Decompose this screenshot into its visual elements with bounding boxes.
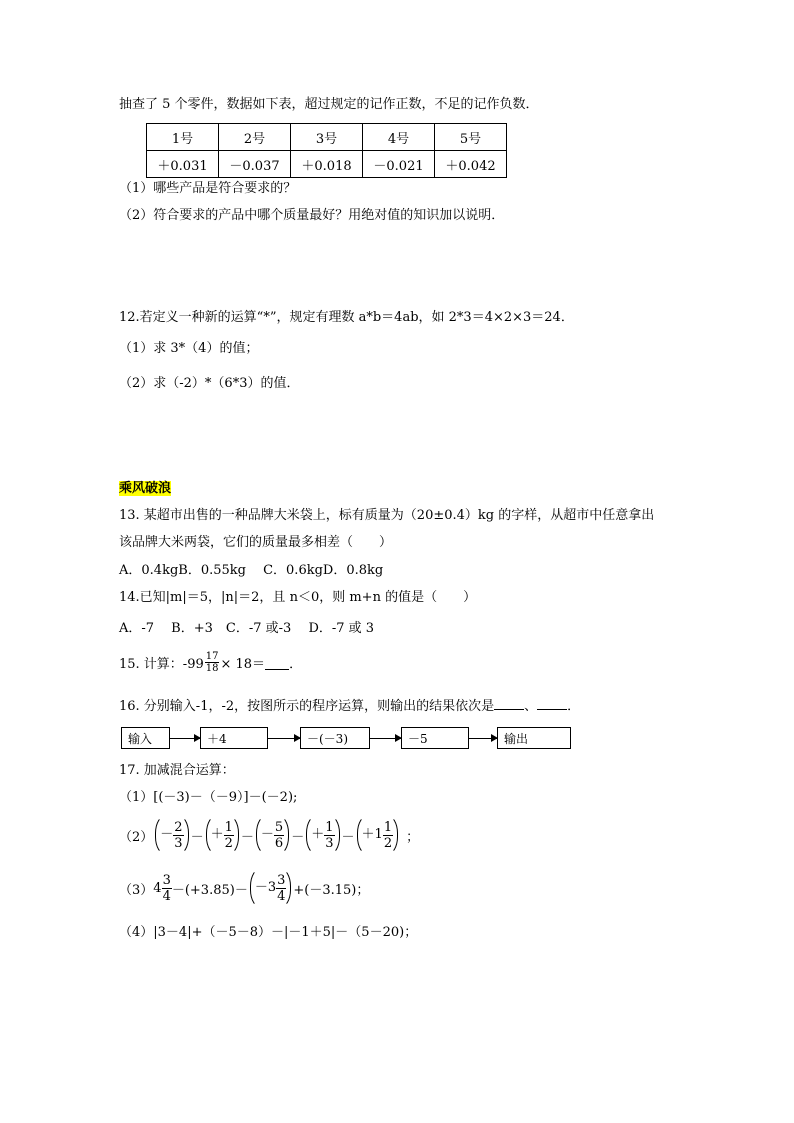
q13-stem-line2: 该品牌大米两袋，它们的质量最多相差（ ）	[119, 535, 393, 550]
q17-sub3-whole: 4	[153, 880, 162, 896]
table-header-cell: 1号	[147, 124, 219, 151]
q16-stem-text: 16. 分别输入-1，-2，按图所示的程序运算，则输出的结果依次是	[119, 699, 495, 714]
q15-line	[119, 651, 302, 674]
flow-box-sub-neg3: －(－3)	[300, 727, 370, 749]
term-num: 1	[383, 819, 393, 835]
table-cell: ＋0.018	[291, 151, 363, 178]
term-sign: －	[160, 827, 174, 842]
q17-sub2-label: （2）	[119, 829, 154, 845]
q16-end: ．	[567, 699, 581, 714]
table-header-cell: 3号	[291, 124, 363, 151]
table-cell: ＋0.042	[435, 151, 507, 178]
q17-sub2-op: －	[341, 829, 355, 845]
term-num: 2	[174, 819, 183, 835]
flow-box-output: 输出	[497, 727, 571, 749]
q17-sub4: （4）|3－4|+（－5－8）－|－1＋5|－（5－20)；	[119, 925, 418, 940]
table-cell: －0.037	[219, 151, 291, 178]
q17-sub1: （1）[(－3)－（－9）]－(－2);	[119, 790, 298, 805]
q13-stem-line1: 13. 某超市出售的一种品牌大米袋上，标有质量为（20±0.4）kg 的字样，从超市中任意拿出	[119, 508, 655, 523]
q15-prefix: 15. 计算：-99	[119, 657, 204, 672]
q16-sep: 、	[524, 699, 538, 714]
flow-arrow	[370, 738, 401, 739]
term-den: 2	[224, 835, 233, 851]
table-cell: －0.021	[363, 151, 435, 178]
q17-stem: 17. 加减混合运算：	[119, 763, 235, 778]
q17-sub2-op: －	[190, 829, 204, 845]
term-whole: 1	[374, 827, 383, 842]
q15-fraction	[205, 651, 220, 674]
term-den: 4	[162, 888, 171, 904]
term-num: 3	[277, 872, 286, 888]
q15-frac-den: 18	[205, 663, 219, 674]
term-whole: －3	[254, 880, 277, 895]
q15-suffix: × 18＝	[220, 657, 266, 672]
q12-sub2: （2）求（-2）*（6*3）的值．	[119, 376, 300, 391]
term-den: 3	[174, 835, 183, 851]
term-num: 3	[162, 872, 171, 888]
q17-sub2-op: －	[240, 829, 254, 845]
q11-intro: 抽查了 5 个零件，数据如下表，超过规定的记作正数，不足的记作负数．	[119, 97, 539, 112]
q17-sub3-label: （3）	[119, 882, 154, 898]
term-num: 5	[274, 819, 284, 835]
q15-frac-num: 17	[205, 651, 219, 662]
parts-data-table	[146, 123, 507, 178]
q14-options: A．-7 B．+3 C．-7 或-3 D．-7 或 3	[119, 621, 375, 636]
term-sign: ＋	[210, 827, 224, 842]
q15-end: ．	[289, 657, 303, 672]
term-fraction	[324, 820, 334, 851]
term-den: 3	[325, 835, 334, 851]
table-row	[147, 151, 507, 178]
term-fraction	[383, 820, 393, 851]
term-den: 4	[277, 888, 286, 904]
q15-answer-blank	[265, 655, 289, 670]
table-header-row	[147, 124, 507, 151]
q17-sub3-inner	[250, 868, 292, 908]
q12-stem: 12.若定义一种新的运算“*”，规定有理数 a*b＝4ab，如 2*3＝4×2×3＝24．	[119, 310, 574, 325]
q16-answer-blank-1	[494, 695, 524, 710]
term-fraction	[274, 820, 284, 851]
q17-sub2-term	[306, 815, 339, 855]
term-den: 6	[274, 835, 284, 851]
term-fraction	[224, 820, 234, 851]
term-sign: ＋	[361, 827, 375, 842]
flow-box-add4: ＋4	[200, 727, 268, 749]
q17-sub2-term	[256, 815, 289, 855]
q16-answer-blank-2	[537, 695, 567, 710]
term-num: 1	[224, 819, 233, 835]
q17-sub2	[119, 815, 419, 855]
term-num: 1	[325, 819, 334, 835]
flow-box-input: 输入	[121, 727, 170, 749]
term-fraction	[276, 873, 286, 904]
q14-stem: 14.已知|m|＝5，|n|＝2，且 n＜0，则 m+n 的值是（ ）	[119, 590, 477, 605]
q11-sub1: （1）哪些产品是符合要求的？	[119, 181, 297, 196]
q16-stem	[119, 695, 580, 716]
flow-arrow	[469, 738, 497, 739]
q11-sub2: （2）符合要求的产品中哪个质量最好？用绝对值的知识加以说明．	[119, 208, 505, 223]
section-heading-text: 乘风破浪	[119, 481, 172, 496]
table-header-cell: 5号	[435, 124, 507, 151]
q17-sub3-fraction	[162, 873, 172, 904]
flow-arrow	[170, 738, 200, 739]
q17-sub2-term	[206, 815, 239, 855]
table-cell: ＋0.031	[147, 151, 219, 178]
table-header-cell: 2号	[219, 124, 291, 151]
term-den: 2	[383, 835, 393, 851]
q17-sub3-mid: －(+3.85)－	[171, 882, 248, 898]
q17-sub2-term	[357, 815, 399, 855]
flow-box-sub5: －5	[401, 727, 469, 749]
table-header-cell: 4号	[363, 124, 435, 151]
term-fraction	[173, 820, 183, 851]
q17-sub2-op: －	[291, 829, 305, 845]
flow-arrow	[268, 738, 300, 739]
q12-sub1: （1）求 3*（4）的值；	[119, 341, 259, 356]
q13-options: A．0.4kgB．0.55kg C．0.6kgD．0.8kg	[119, 563, 384, 578]
term-sign: ＋	[311, 827, 325, 842]
q17-sub3-tail: +(－3.15)；	[293, 882, 370, 898]
q17-sub2-end: ；	[406, 829, 420, 845]
term-sign: －	[260, 827, 274, 842]
q17-sub2-term	[155, 815, 188, 855]
section-heading	[119, 480, 171, 498]
q17-sub3	[119, 868, 369, 908]
